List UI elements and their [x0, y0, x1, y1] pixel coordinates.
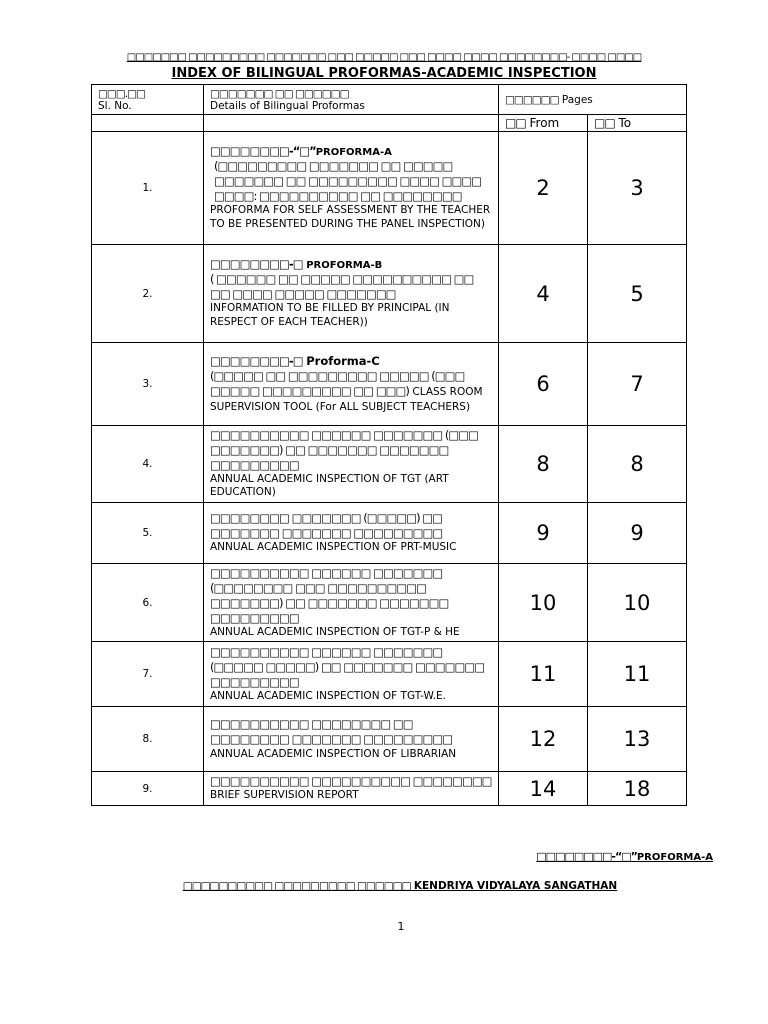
row-details-hi: □□□□□□□□□□ □□□□□□□□ □□ □□□□□□□□ □□□□□□□ □□□□□□□□□ [210, 716, 453, 747]
row-details-hi: □□□□□□□□□□ □□□□□□ □□□□□□□ (□□□□□ □□□□□) □□ □□□□□□□ □□□□□□□ □□□□□□□□□ [210, 645, 485, 690]
header-details-hi: □□□□□□□ □□ □□□□□□ [210, 87, 349, 100]
row-sl-no: 4. [92, 426, 204, 503]
row-sl-no: 6. [92, 564, 204, 642]
row-details-en: ANNUAL ACADEMIC INSPECTION OF PRT-MUSIC [210, 541, 457, 554]
row-details-hi: (□□□□□□□□□ □□□□□□□ □□ □□□□□ □□□□□□□ □□ □□□□□□□□□ □□□□ □□□□ □□□□: □□□□□□□□□□ □□ □□□□□□□□ [214, 159, 482, 204]
row-details [204, 642, 499, 707]
footer-proforma-en: PROFORMA-A [636, 852, 713, 863]
table-row [92, 707, 687, 772]
proforma-tag-en: PROFORMA-A [315, 147, 392, 159]
proforma-tag-en: Proforma-C [306, 353, 380, 368]
row-details-hi: □□□□□□□□ □□□□□□□ (□□□□□) □□ □□□□□□□ □□□□□□□ □□□□□□□□□ [210, 511, 443, 541]
row-sl-no: 5. [92, 503, 204, 564]
row-details-hi: □□□□□□□□□□ □□□□□□□□□□ □□□□□□□□ [210, 774, 492, 789]
row-page-from: 14 [499, 772, 588, 806]
row-details-en: INFORMATION TO BE FILLED BY PRINCIPAL (IN RESPECT OF EACH TEACHER)) [210, 302, 450, 328]
row-details-hi: (□□□□□ □□ □□□□□□□□□ □□□□□ (□□□ □□□□□ □□□□□□□□□ □□ □□□) [210, 368, 465, 398]
row-sl-no: 1. [92, 132, 204, 245]
proforma-tag-hi: □□□□□□□□-□ [210, 353, 303, 368]
row-details-en: PROFORMA FOR SELF ASSESSMENT BY THE TEACHER TO BE PRESENTED DURING THE PANEL INSPECTION) [210, 204, 491, 230]
header-from-en: From [529, 116, 560, 130]
row-details-en: BRIEF SUPERVISION REPORT [210, 789, 359, 802]
row-page-to: 7 [588, 343, 687, 426]
table-row [92, 642, 687, 707]
row-details [204, 245, 499, 343]
table-header-row [92, 85, 687, 115]
proforma-tag-en: PROFORMA-B [306, 260, 383, 272]
row-page-from: 8 [499, 426, 588, 503]
row-details-en: ANNUAL ACADEMIC INSPECTION OF LIBRARIAN [210, 748, 457, 761]
header-pages [499, 85, 687, 115]
header-details [204, 85, 499, 115]
row-details-en: ANNUAL ACADEMIC INSPECTION OF TGT-W.E. [210, 690, 447, 703]
row-details [204, 343, 499, 426]
row-page-to: 9 [588, 503, 687, 564]
row-details-hi: □□□□□□□□□□ □□□□□□ □□□□□□□ (□□□ □□□□□□□) □□ □□□□□□□ □□□□□□□ □□□□□□□□□ [210, 428, 478, 472]
proforma-tag-hi: □□□□□□□□-□ [210, 257, 303, 272]
header-details-en: Details of Bilingual Proformas [210, 99, 365, 112]
footer-proforma-tag [536, 850, 713, 863]
row-page-from: 9 [499, 503, 588, 564]
table-subheader-row [92, 115, 687, 132]
row-page-to: 11 [588, 642, 687, 707]
table-row [92, 343, 687, 426]
row-page-to: 3 [588, 132, 687, 245]
row-sl-no: 9. [92, 772, 204, 806]
row-sl-no: 7. [92, 642, 204, 707]
row-details [204, 503, 499, 564]
table-row [92, 245, 687, 343]
header-from-hi: □□ [505, 116, 526, 130]
row-page-from: 12 [499, 707, 588, 772]
row-page-from: 11 [499, 642, 588, 707]
header-pages-hi: □□□□□□ [505, 93, 559, 106]
row-page-from: 6 [499, 343, 588, 426]
row-details [204, 564, 499, 642]
footer-proforma-hi: □□□□□□□□-“□” [536, 850, 637, 863]
row-page-to: 5 [588, 245, 687, 343]
header-sl-no [92, 85, 204, 115]
row-page-from: 2 [499, 132, 588, 245]
row-sl-no: 3. [92, 343, 204, 426]
row-details [204, 426, 499, 503]
table-row [92, 426, 687, 503]
row-details [204, 772, 499, 806]
row-details-en: CLASS ROOM SUPERVISION TOOL (For ALL SUBJECT TEACHERS) [210, 385, 483, 413]
header-from [499, 115, 588, 132]
row-page-to: 18 [588, 772, 687, 806]
row-page-from: 4 [499, 245, 588, 343]
row-page-to: 13 [588, 707, 687, 772]
kvs-heading-hi: □□□□□□□□□□ □□□□□□□□□ □□□□□□ [182, 880, 411, 892]
page-number: 1 [397, 920, 405, 933]
table-row [92, 564, 687, 642]
row-details [204, 707, 499, 772]
header-sl-en: Sl. No. [98, 99, 132, 112]
row-details-en: ANNUAL ACADEMIC INSPECTION OF TGT-P & HE [210, 625, 460, 638]
table-row [92, 772, 687, 806]
table-row [92, 132, 687, 245]
row-details-hi: ( □□□□□□ □□ □□□□□ □□□□□□□□□□ □□ □□ □□□□ □□□□□ □□□□□□□ [210, 272, 474, 302]
row-details-hi: □□□□□□□□□□ □□□□□□ □□□□□□□ (□□□□□□□□ □□□ □□□□□□□□□□ □□□□□□□) □□ □□□□□□□ □□□□□□□ □□□□□□□□□ [210, 566, 449, 625]
kvs-heading [0, 880, 768, 892]
header-to-en: To [618, 116, 632, 130]
table-row [92, 503, 687, 564]
index-table [91, 84, 687, 806]
row-page-to: 10 [588, 564, 687, 642]
row-sl-no: 8. [92, 707, 204, 772]
row-details [204, 132, 499, 245]
row-page-to: 8 [588, 426, 687, 503]
header-to [588, 115, 687, 132]
row-details-en: ANNUAL ACADEMIC INSPECTION OF TGT (ART EDUCATION) [210, 472, 449, 499]
row-sl-no: 2. [92, 245, 204, 343]
header-to-hi: □□ [594, 116, 615, 130]
hindi-title: □□□□□□□ □□□□□□□□□ □□□□□□□ □□□ □□□□□ □□□ □□□□ □□□□ □□□□□□□□- □□□□ □□□□ [126, 52, 642, 63]
kvs-heading-en: KENDRIYA VIDYALAYA SANGATHAN [413, 880, 618, 892]
proforma-tag-hi: □□□□□□□□-“□” [210, 144, 316, 159]
header-pages-en: Pages [561, 93, 593, 106]
header-sl-hi: □□□.□□ [98, 87, 145, 100]
page-title: INDEX OF BILINGUAL PROFORMAS-ACADEMIC INSPECTION [171, 66, 597, 81]
row-page-from: 10 [499, 564, 588, 642]
